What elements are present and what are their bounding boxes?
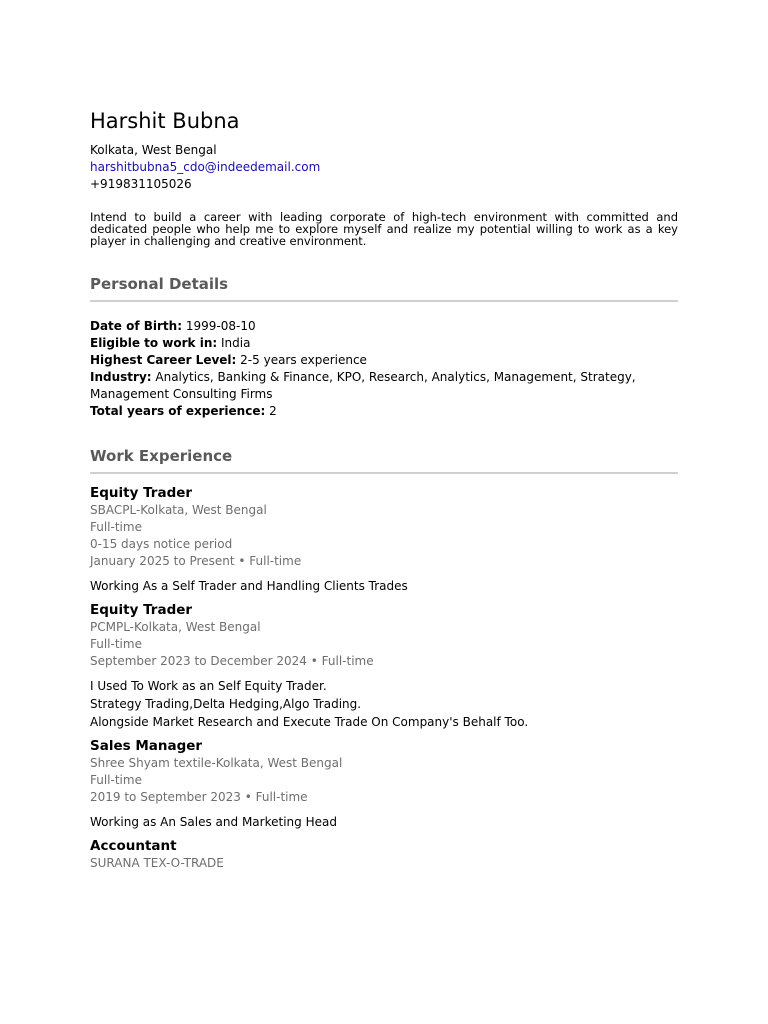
job-dates: September 2023 to December 2024 • Full-time [90, 654, 374, 668]
section-title-work: Work Experience [90, 446, 678, 474]
job-company: SURANA TEX-O-TRADE [90, 856, 224, 870]
job-title: Equity Trader [90, 602, 193, 618]
job-notice: 0-15 days notice period [90, 537, 233, 551]
job-type: Full-time [90, 773, 142, 787]
job-title: Sales Manager [90, 738, 203, 754]
summary: Intend to build a career with leading corporate of high-tech environment with committed and dedicated people who help me to explore myself and realize my potential willing to work as a key player in challenging and creative environment. [90, 210, 678, 248]
job-entry [90, 484, 678, 595]
section-title-personal: Personal Details [90, 274, 678, 302]
job-type: Full-time [90, 637, 142, 651]
phone: +919831105026 [90, 177, 192, 191]
job-title: Accountant [90, 838, 177, 854]
email-link[interactable]: harshitbubna5_cdo@indeedemail.com [90, 160, 321, 174]
job-description: I Used To Work as an Self Equity Trader. Strategy Trading,Delta Hedging,Algo Trading. Alongside Market Research and Execute Trade On Company's Behalf Too. [90, 679, 529, 729]
job-type: Full-time [90, 520, 142, 534]
job-company: PCMPL-Kolkata, West Bengal [90, 620, 261, 634]
candidate-name: Harshit Bubna [90, 109, 240, 133]
detail-industry: Industry: Analytics, Banking & Finance, KPO, Research, Analytics, Management, Strategy, Management Consulting Firms [90, 370, 636, 401]
job-company: Shree Shyam textile-Kolkata, West Bengal [90, 756, 343, 770]
job-entry [90, 837, 678, 872]
job-title: Equity Trader [90, 485, 193, 501]
job-entry [90, 737, 678, 831]
resume [90, 108, 678, 872]
detail-dob: Date of Birth: 1999-08-10 [90, 319, 256, 333]
job-entry [90, 601, 678, 731]
detail-career-level: Highest Career Level: 2-5 years experience [90, 353, 367, 367]
job-description: Working As a Self Trader and Handling Clients Trades [90, 579, 408, 593]
detail-total-experience: Total years of experience: 2 [90, 404, 277, 418]
work-experience-section [90, 446, 678, 872]
job-description: Working as An Sales and Marketing Head [90, 815, 337, 829]
personal-details-section [90, 274, 678, 420]
location: Kolkata, West Bengal [90, 143, 217, 157]
job-dates: January 2025 to Present • Full-time [90, 554, 302, 568]
detail-eligible: Eligible to work in: India [90, 336, 251, 350]
job-dates: 2019 to September 2023 • Full-time [90, 790, 308, 804]
job-company: SBACPL-Kolkata, West Bengal [90, 503, 267, 517]
